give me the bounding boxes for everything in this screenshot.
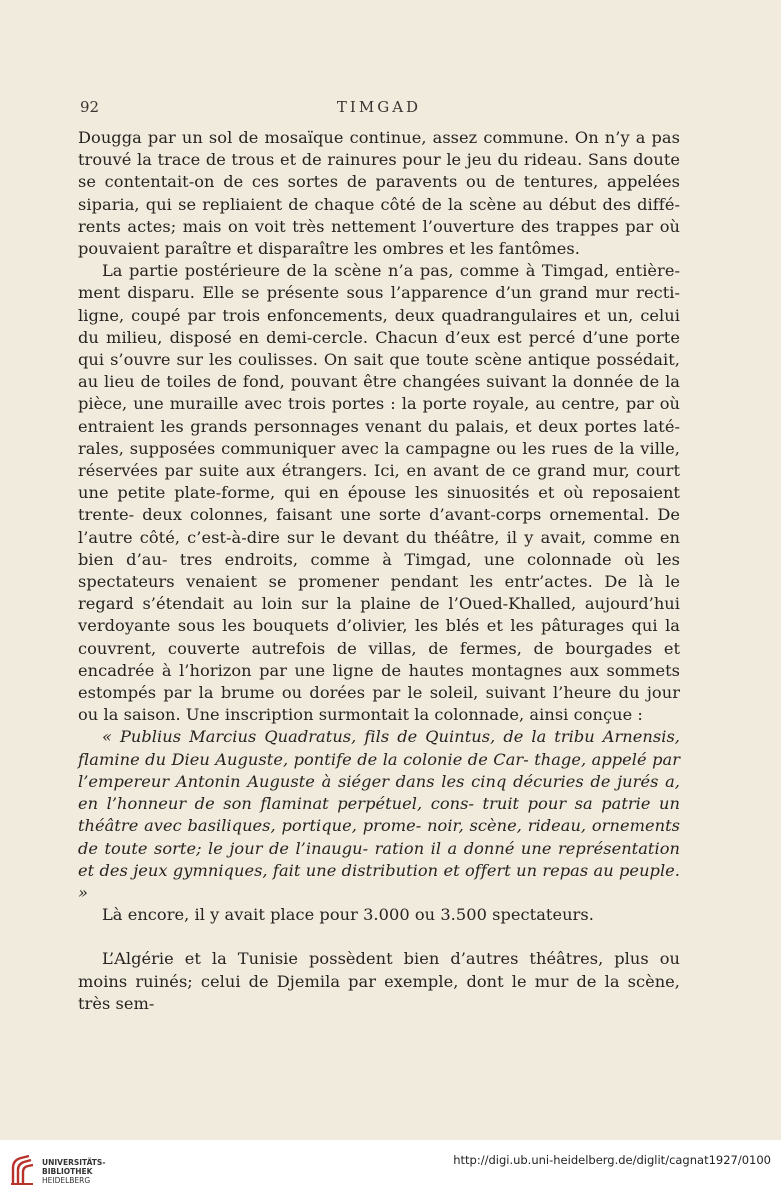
page-header [78,98,680,122]
section-break [78,926,680,948]
viewer-footer [0,1140,781,1200]
text-line: hautes montagnes aux sommets estompés par la brume ou dorées par le [78,660,680,703]
text-line: s’ouvre sur les coulisses. On sait que toute scène antique possédait, au [78,350,680,392]
library-logo-icon [9,1154,35,1186]
text-line: se promener pendant les entr’actes. De là le regard s’étendait au loin sur [78,572,680,614]
text-line: villas, de fermes, de bourgades et encadrée à l’horizon par une ligne de [78,638,681,680]
text-line: d’olivier, les blés et les pâturages qui la couvrent, couverte autrefois de [78,616,680,658]
paragraph-4 [78,948,680,1015]
text-line: tres endroits, comme à Timgad, une colonnade où les spectateurs venaient [78,549,681,592]
text-line: siparia, qui se repliaient de chaque côté de la scène au début des diffé- [78,194,680,214]
text-line: pouvaient paraître et disparaître les ombres et les fantômes. [78,239,580,259]
text-line: une distribution et offert un repas au peuple. » [78,860,681,902]
page-number: 92 [80,98,100,116]
text-line: Dougga par un sol de mosaïque continue, assez commune. On n’y a pas [78,128,680,147]
text-line: ruinés; celui de Djemila par exemple, dont le mur de la scène, très sem- [78,971,680,1013]
text-line: lieu de toiles de fond, pouvant être changées suivant la donnée de la [104,372,681,392]
text-line: thage, appelé par l’empereur Antonin Auguste à siéger dans les cinq [78,749,680,791]
text-line: L’Algérie et la Tunisie possèdent bien d’autres théâtres, plus ou moins [78,949,680,991]
text-line: se contentait-on de ces sortes de paravents ou de tentures, appelées [78,172,680,192]
library-name-line: HEIDELBERG [42,1176,91,1185]
text-line: noir, scène, rideau, ornements de toute sorte; le jour de l’inaugu- [78,816,680,858]
text-line: rales, supposées communiquer avec la campagne ou les rues de la ville, [78,438,680,458]
text-line: truit pour sa patrie un théâtre avec basiliques, portique, prome- [78,794,680,836]
inscription-quote [78,726,680,904]
text-line: réservées par suite aux étrangers. Ici, en avant de ce grand mur, court [78,461,680,481]
paragraph-3 [78,904,680,926]
text-line: « Publius Marcius Quadratus, fils de Quintus, de la tribu [102,727,603,747]
text-line: décuries de jurés a, en l’honneur de son flaminat perpétuel, cons- [78,771,681,814]
text-line: une petite plate-forme, qui en épouse les sinuosités et où reposaient trente- [78,483,680,525]
paragraph-1 [78,127,680,260]
text-line: rents actes; mais on voit très nettement l’ouverture des trappes par où [78,216,680,236]
library-name-line: UNIVERSITÄTS- [42,1158,106,1167]
library-name [42,1158,105,1185]
text-line: ment disparu. Elle se présente sous l’apparence d’un grand mur recti- [78,283,680,303]
text-line: milieu, disposé en demi-cercle. Chacun d’eux est percé d’une porte qui [78,327,680,370]
source-url-link[interactable]: http://digi.ub.uni-heidelberg.de/diglit/cagnat1927/0100 [453,1153,771,1167]
text-line: entraient les grands personnages venant du palais, et deux portes laté- [78,416,680,436]
text-line: Arnensis, flamine du Dieu Auguste, pontife de la colonie de Car- [78,727,680,769]
paragraph-2 [78,260,680,726]
body-text [78,127,680,1015]
text-line: ligne, coupé par trois enfoncements, deux quadrangulaires et un, celui du [78,305,680,347]
library-name-line: BIBLIOTHEK [42,1167,93,1176]
text-line: pièce, une muraille avec trois portes : la porte royale, au centre, par où [78,394,680,414]
text-line: côté, c’est-à-dire sur le devant du théâtre, il y avait, comme en bien d’au- [78,527,680,569]
text-line: Là encore, il y avait place pour 3.000 ou 3.500 spectateurs. [102,905,594,925]
text-line: La partie postérieure de la scène n’a pas, comme à Timgad, entière- [102,261,680,281]
text-line: colonnade, ainsi conçue : [434,705,643,725]
text-line: soleil, suivant l’heure du jour ou la saison. Une inscription surmontait la [78,683,680,725]
text-line: trouvé la trace de trous et de rainures pour le jeu du rideau. Sans doute [78,150,680,170]
text-line: deux colonnes, faisant une sorte d’avant-corps ornemental. De l’autre [78,505,680,547]
running-title: TIMGAD [336,98,422,116]
text-line: ration il a donné une représentation et des jeux gymniques, fait [78,838,680,880]
text-line: la plaine de l’Oued-Khalled, aujourd’hui verdoyante sous les bouquets [78,594,680,636]
